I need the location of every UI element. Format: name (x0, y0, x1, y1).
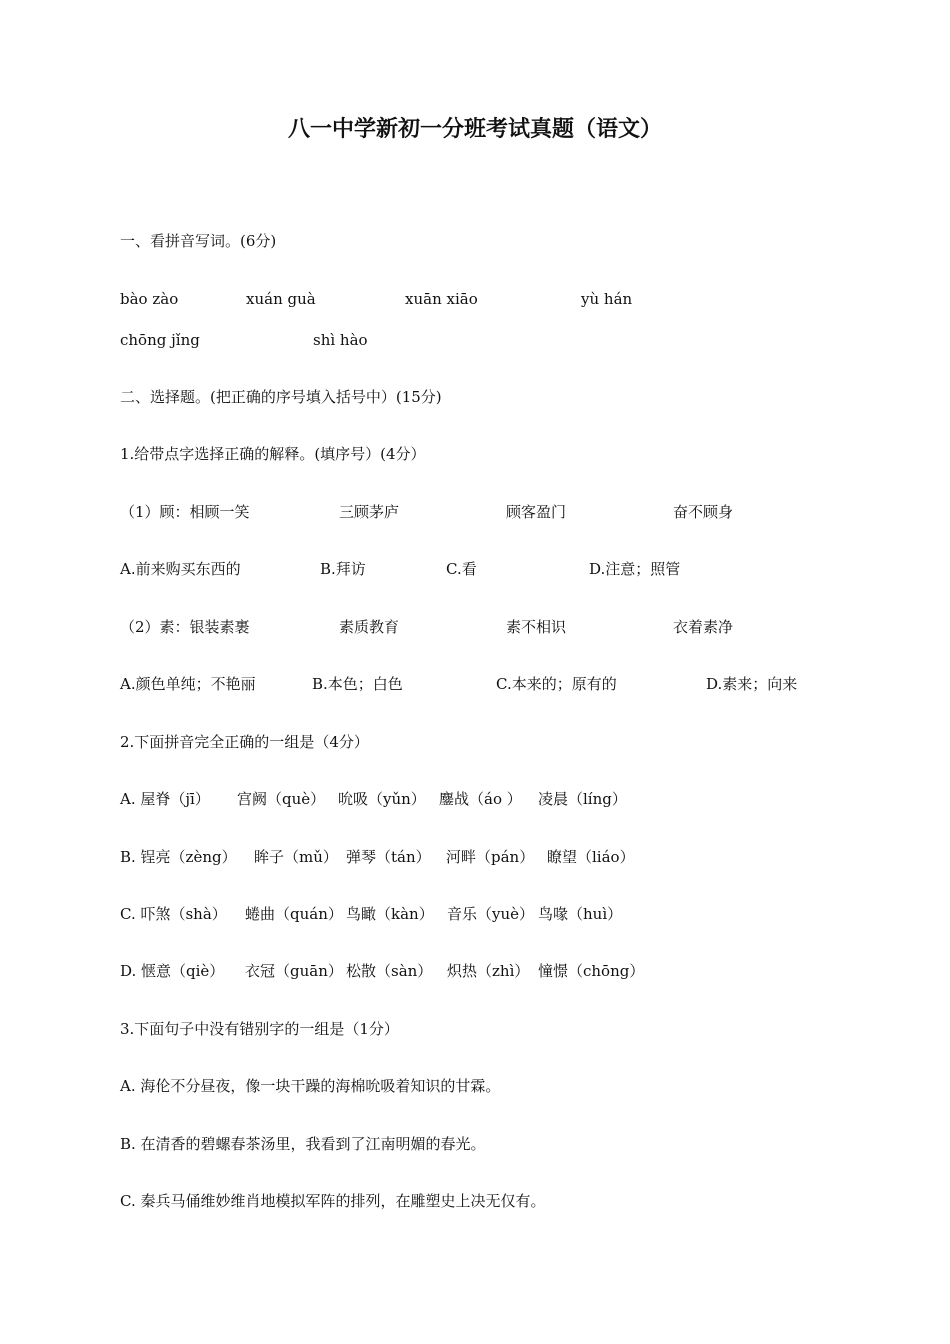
option-item: C.看 (446, 560, 477, 578)
option-item: A.颜色单纯；不艳丽 (120, 675, 256, 693)
pinyin-option-item: 吮吸（yǔn） (338, 790, 426, 808)
word-item: （1）顾：相顾一笑 (120, 503, 250, 521)
pinyin-option-item: 松散（sàn） (346, 962, 433, 980)
word-item: 素质教育 (339, 618, 400, 636)
pinyin-item: bào zào (120, 290, 179, 308)
question-stem: 3.下面句子中没有错别字的一组是（1分） (120, 1020, 399, 1038)
option-item: B.拜访 (320, 560, 366, 578)
pinyin-option-item: 憧憬（chōng） (538, 962, 645, 980)
pinyin-option-row (120, 959, 680, 983)
pinyin-option-item: B. 锃亮（zèng） (120, 848, 237, 866)
word-row (120, 615, 840, 639)
sentence-option: C. 秦兵马俑维妙维肖地模拟军阵的排列，在雕塑史上决无仅有。 (120, 1192, 546, 1210)
word-item: （2）素：银装素裹 (120, 618, 250, 636)
page-title: 八一中学新初一分班考试真题（语文） (287, 117, 662, 142)
pinyin-option-item: 衣冠（guān） (245, 962, 343, 980)
pinyin-option-item: D. 惬意（qiè） (120, 962, 225, 980)
section-heading: 一、看拼音写词。(6分) (120, 232, 277, 250)
option-item: D.素来；向来 (706, 675, 798, 693)
pinyin-option-item: 凌晨（líng） (538, 790, 627, 808)
question-stem: 2.下面拼音完全正确的一组是（4分） (120, 733, 369, 751)
pinyin-item: xuān xiāo (405, 290, 478, 308)
option-row (120, 557, 840, 581)
word-item: 三顾茅庐 (339, 503, 400, 521)
pinyin-option-item: 眸子（mǔ） (254, 848, 338, 866)
word-item: 衣着素净 (673, 618, 734, 636)
pinyin-item: chōng jǐng (120, 331, 200, 349)
pinyin-option-row (120, 845, 680, 869)
section-heading: 二、选择题。(把正确的序号填入括号中）(15分) (120, 388, 442, 406)
pinyin-item: xuán guà (246, 290, 316, 308)
pinyin-option-item: 河畔（pán） (446, 848, 535, 866)
pinyin-option-item: 蜷曲（quán） (245, 905, 343, 923)
pinyin-option-item: 宫阙（què） (237, 790, 326, 808)
word-item: 奋不顾身 (673, 503, 734, 521)
word-row (120, 500, 840, 524)
pinyin-item: shì hào (313, 331, 368, 349)
option-item: C.本来的；原有的 (496, 675, 617, 693)
option-item: A.前来购买东西的 (120, 560, 241, 578)
pinyin-option-item: 炽热（zhì） (447, 962, 530, 980)
pinyin-option-item: 弹琴（tán） (346, 848, 431, 866)
option-row (120, 672, 840, 696)
pinyin-option-row (120, 787, 680, 811)
option-item: D.注意；照管 (589, 560, 681, 578)
question-stem: 1.给带点字选择正确的解释。(填序号）(4分） (120, 445, 426, 463)
word-item: 顾客盈门 (506, 503, 567, 521)
pinyin-option-item: 鏖战（áo ） (439, 790, 522, 808)
pinyin-row (120, 328, 820, 352)
pinyin-option-item: 瞭望（liáo） (547, 848, 635, 866)
pinyin-row (120, 287, 820, 311)
pinyin-item: yù hán (581, 290, 633, 308)
pinyin-option-item: A. 屋脊（jī） (120, 790, 210, 808)
pinyin-option-item: 鸟瞰（kàn） (346, 905, 434, 923)
pinyin-option-row (120, 902, 680, 926)
pinyin-option-item: C. 吓煞（shà） (120, 905, 227, 923)
option-item: B.本色；白色 (312, 675, 403, 693)
sentence-option: A. 海伦不分昼夜，像一块干躁的海棉吮吸着知识的甘霖。 (120, 1077, 501, 1095)
sentence-option: B. 在清香的碧螺春茶汤里，我看到了江南明媚的春光。 (120, 1135, 486, 1153)
pinyin-option-item: 鸟喙（huì） (538, 905, 623, 923)
word-item: 素不相识 (506, 618, 567, 636)
pinyin-option-item: 音乐（yuè） (447, 905, 535, 923)
